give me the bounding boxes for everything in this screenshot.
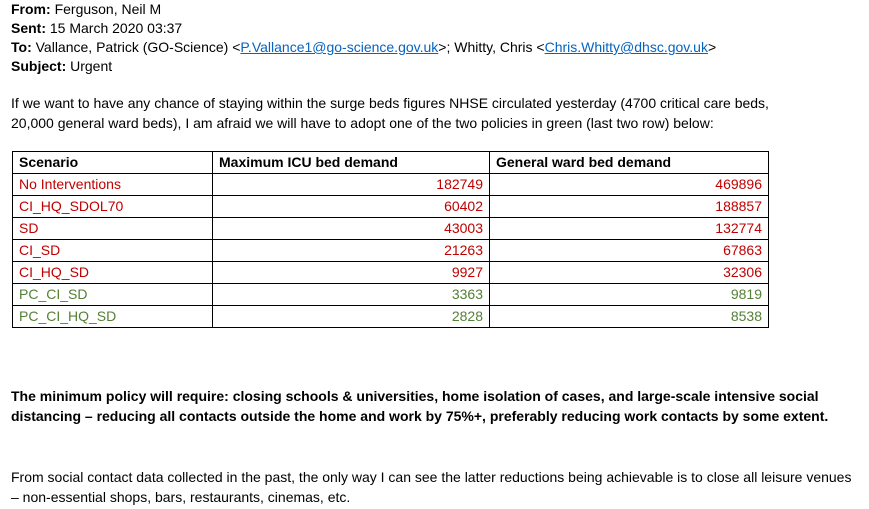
cell-scenario: CI_SD [13, 240, 213, 262]
cell-scenario: CI_HQ_SDOL70 [13, 196, 213, 218]
from-row [11, 0, 716, 19]
to-end: > [707, 39, 717, 55]
cell-icu-demand: 21263 [213, 240, 490, 262]
to-row [11, 38, 716, 57]
header-scenario: Scenario [13, 152, 213, 174]
cell-icu-demand: 60402 [213, 196, 490, 218]
cell-ward-demand: 67863 [490, 240, 769, 262]
email-link-whitty[interactable]: Chris.Whitty@dhsc.gov.uk [544, 39, 708, 55]
table-row [13, 284, 769, 306]
table-row [13, 240, 769, 262]
cell-ward-demand: 32306 [490, 262, 769, 284]
cell-ward-demand: 188857 [490, 196, 769, 218]
subject-value: Urgent [70, 58, 113, 74]
from-label: From: [11, 1, 51, 17]
cell-ward-demand: 469896 [490, 174, 769, 196]
to-label: To: [11, 39, 32, 55]
cell-scenario: PC_CI_SD [13, 284, 213, 306]
subject-label: Subject: [11, 58, 67, 74]
cell-scenario: No Interventions [13, 174, 213, 196]
cell-icu-demand: 182749 [213, 174, 490, 196]
to-name-vallance: Vallance, Patrick (GO-Science) < [35, 39, 241, 55]
table-row [13, 218, 769, 240]
header-ward: General ward bed demand [490, 152, 769, 174]
from-value: Ferguson, Neil M [54, 1, 162, 17]
sent-row [11, 19, 716, 38]
table-row [13, 262, 769, 284]
cell-icu-demand: 3363 [213, 284, 490, 306]
contact-data-paragraph: From social contact data collected in the past, the only way I can see the latter reductions being achievable is to close all leisure venues – non-essential shops, bars, restaurants, cinemas, etc. [11, 469, 852, 505]
email-header [11, 0, 716, 76]
intro-paragraph: If we want to have any chance of staying within the surge beds figures NHSE circulated yesterday (4700 critical care beds, 20,000 general ward beds), I am afraid we will have to adopt one of the two policies in green (last two row) below: [11, 95, 769, 131]
cell-ward-demand: 8538 [490, 306, 769, 328]
sent-value: 15 March 2020 03:37 [49, 20, 183, 36]
cell-icu-demand: 2828 [213, 306, 490, 328]
cell-scenario: SD [13, 218, 213, 240]
policy-paragraph: The minimum policy will require: closing schools & universities, home isolation of cases, and large-scale intensive social distancing – reducing all contacts outside the home and work by 75%+, preferably reducing work contacts by some extent. [11, 388, 829, 424]
table-row [13, 306, 769, 328]
cell-scenario: CI_HQ_SD [13, 262, 213, 284]
subject-row [11, 57, 716, 76]
cell-scenario: PC_CI_HQ_SD [13, 306, 213, 328]
to-name-whitty: >; Whitty, Chris < [438, 39, 545, 55]
cell-icu-demand: 9927 [213, 262, 490, 284]
scenario-table [12, 151, 769, 328]
table-row [13, 174, 769, 196]
table-row [13, 196, 769, 218]
cell-ward-demand: 132774 [490, 218, 769, 240]
cell-ward-demand: 9819 [490, 284, 769, 306]
cell-icu-demand: 43003 [213, 218, 490, 240]
sent-label: Sent: [11, 20, 46, 36]
table-header-row [13, 152, 769, 174]
email-link-vallance[interactable]: P.Vallance1@go-science.gov.uk [240, 39, 439, 55]
header-icu: Maximum ICU bed demand [213, 152, 490, 174]
